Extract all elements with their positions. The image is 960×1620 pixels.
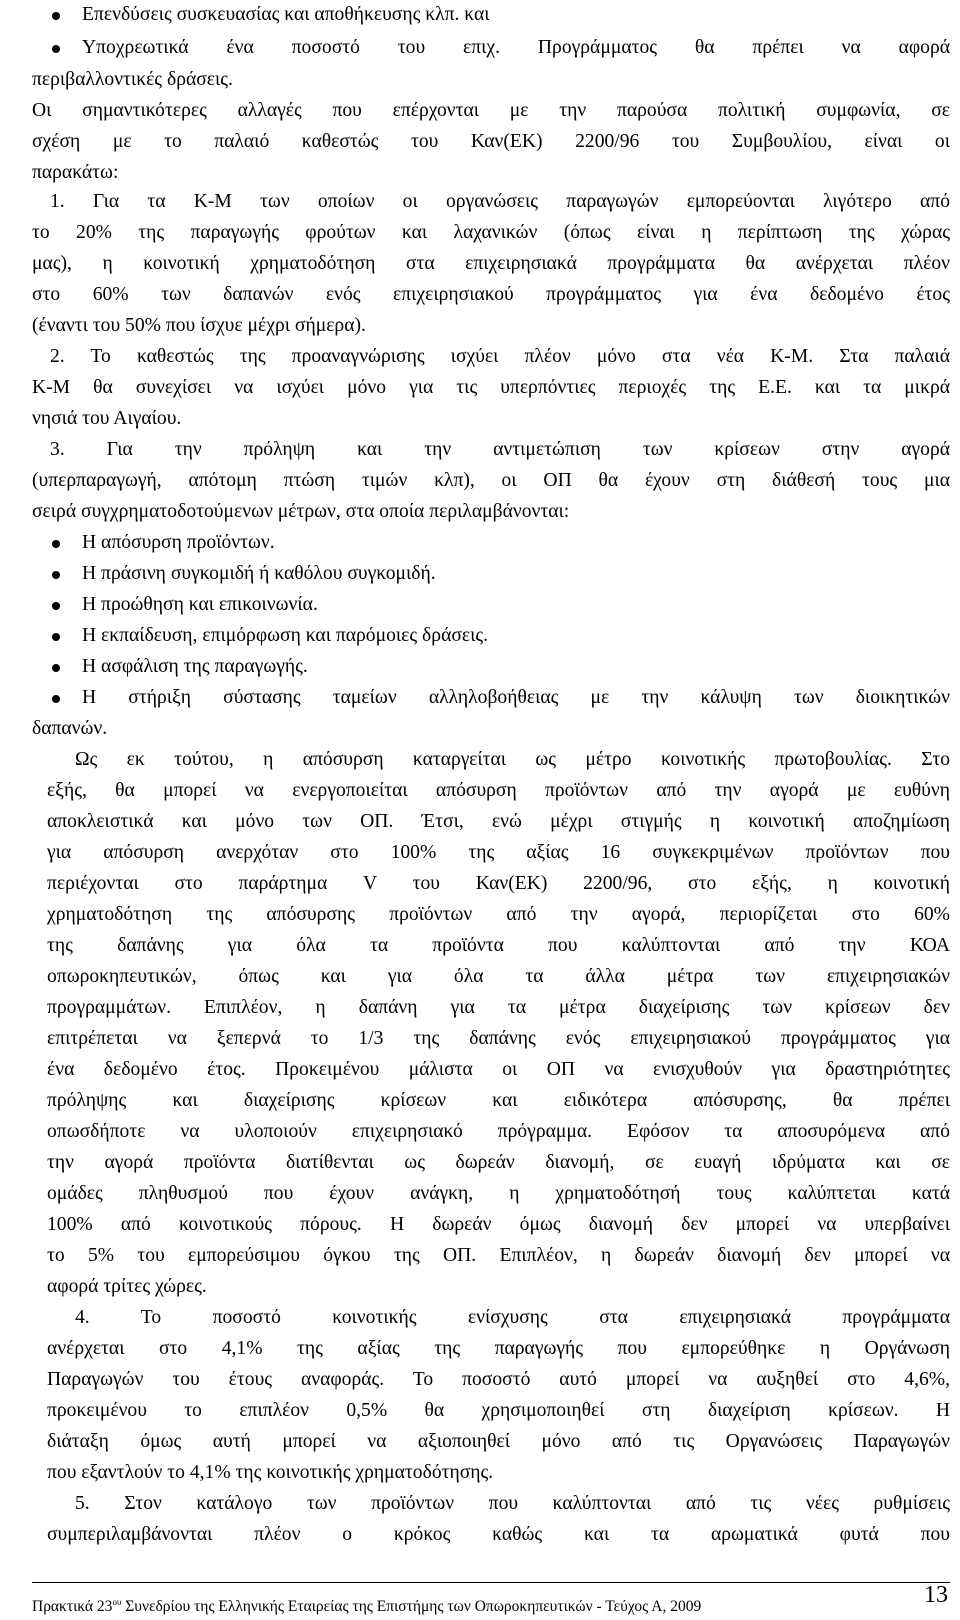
text-line: 4. Το ποσοστό κοινοτικής ενίσχυσης στα επιχειρησιακά προγράμματα — [75, 1307, 950, 1328]
text-line: 100% από κοινοτικούς πόρους. Η δωρεάν όμως διανομή δεν μπορεί να υπερβαίνει — [47, 1214, 950, 1235]
bullet-line: Η πράσινη συγκομιδή ή καθόλου συγκομιδή. — [82, 563, 436, 584]
bullet-line: Η προώθηση και επικοινωνία. — [82, 594, 318, 615]
text-line: επιτρέπεται να ξεπερνά το 1/3 της δαπάνης ενός επιχειρησιακού προγράμματος για — [47, 1028, 950, 1049]
text-line: 5. Στον κατάλογο των προϊόντων που καλύπτονται από τις νέες ρυθμίσεις — [75, 1493, 950, 1514]
text-line: δαπανών. — [32, 718, 108, 739]
bullet-icon — [52, 602, 60, 610]
text-line: μας), η κοινοτική χρηματοδότηση στα επιχειρησιακά προγράμματα θα ανέρχεται πλέον — [32, 253, 950, 274]
text-line: Οι σημαντικότερες αλλαγές που επέρχονται με την παρούσα πολιτική συμφωνία, σε — [32, 100, 950, 121]
text-line: 3. Για την πρόληψη και την αντιμετώπιση των κρίσεων στην αγορά — [50, 439, 950, 460]
text-line: της δαπάνης για όλα τα προϊόντα που καλύπτονται από την ΚΟΑ — [47, 935, 950, 956]
footer-citation-suffix: Συνεδρίου της Ελληνικής Εταιρείας της Επιστήμης των Οπωροκηπευτικών - Τεύχος Α, 2009 — [121, 1598, 702, 1615]
text-line: ομάδες πληθυσμού που έχουν ανάγκη, η χρηματοδότησή τους καλύπτεται κατά — [47, 1183, 950, 1204]
text-line: για απόσυρση ανερχόταν στο 100% της αξίας 16 συγκεκριμένων προϊόντων που — [47, 842, 950, 863]
bullet-icon — [52, 540, 60, 548]
text-line: συμπεριλαμβάνονται πλέον ο κρόκος καθώς και τα αρωματικά φυτά που — [47, 1524, 950, 1545]
text-line: πρόληψης και διαχείρισης κρίσεων και ειδικότερα απόσυρσης, θα πρέπει — [47, 1090, 950, 1111]
text-line: νησιά του Αιγαίου. — [32, 408, 182, 429]
text-line: αποκλειστικά και μόνο των ΟΠ. Έτσι, ενώ μέχρι στιγμής η κοινοτική αποζημίωση — [47, 811, 950, 832]
bullet-icon — [52, 633, 60, 641]
bullet-icon — [52, 571, 60, 579]
text-line: εξής, θα μπορεί να ενεργοποιείται απόσυρση προϊόντων από την αγορά με ευθύνη — [47, 780, 950, 801]
text-line: προκειμένου το επιπλέον 0,5% θα χρησιμοποιηθεί στη διαχείριση κρίσεων. Η — [47, 1400, 950, 1421]
text-line: (υπερπαραγωγή, απότομη πτώση τιμών κλπ), οι ΟΠ θα έχουν στη διάθεσή τους μια — [32, 470, 950, 491]
text-line: Παραγωγών του έτους αναφοράς. Το ποσοστό αυτό μπορεί να αυξηθεί στο 4,6%, — [47, 1369, 950, 1390]
bullet-line: Η στήριξη σύστασης ταμείων αλληλοβοήθειας με την κάλυψη των διοικητικών — [82, 687, 950, 708]
text-line: στο 60% των δαπανών ενός επιχειρησιακού προγράμματος για ένα δεδομένο έτος — [32, 284, 950, 305]
footer-divider — [32, 1582, 950, 1583]
text-line: παρακάτω: — [32, 162, 119, 183]
bullet-icon — [52, 664, 60, 672]
footer-citation-prefix: Πρακτικά 23 — [32, 1598, 113, 1615]
text-line: Ως εκ τούτου, η απόσυρση καταργείται ως μέτρο κοινοτικής πρωτοβουλίας. Στο — [75, 749, 950, 770]
text-line: 2. Το καθεστώς της προαναγνώρισης ισχύει πλέον μόνο στα νέα Κ-Μ. Στα παλαιά — [50, 346, 950, 367]
text-line: που εξαντλούν το 4,1% της κοινοτικής χρηματοδότησης. — [47, 1462, 494, 1483]
text-line: σχέση με το παλαιό καθεστώς του Καν(ΕΚ) 2200/96 του Συμβουλίου, είναι οι — [32, 131, 950, 152]
bullet-line: Υποχρεωτικά ένα ποσοστό του επιχ. Προγράμματος θα πρέπει να αφορά — [82, 37, 950, 58]
text-line: Κ-Μ θα συνεχίσει να ισχύει μόνο για τις υπερπόντιες περιοχές της Ε.Ε. και τα μικρά — [32, 377, 950, 398]
text-line: ανέρχεται στο 4,1% της αξίας της παραγωγής που εμπορεύθηκε η Οργάνωση — [47, 1338, 950, 1359]
text-line: σειρά συγχρηματοδοτούμενων μέτρων, στα οποία περιλαμβάνονται: — [32, 501, 570, 522]
text-line: περιβαλλοντικές δράσεις. — [32, 69, 233, 90]
text-line: οπωσδήποτε να υλοποιούν επιχειρησιακό πρόγραμμα. Εφόσον τα αποσυρόμενα από — [47, 1121, 950, 1142]
text-line: διάταξη όμως αυτή μπορεί να αξιοποιηθεί μόνο από τις Οργανώσεις Παραγωγών — [47, 1431, 950, 1452]
text-line: προγραμμάτων. Επιπλέον, η δαπάνη για τα μέτρα διαχείρισης των κρίσεων δεν — [47, 997, 950, 1018]
text-line: ένα δεδομένο έτος. Προκειμένου μάλιστα οι ΟΠ να ενισχυθούν για δραστηριότητες — [47, 1059, 950, 1080]
text-line: αφορά τρίτες χώρες. — [47, 1276, 207, 1297]
bullet-line: Επενδύσεις συσκευασίας και αποθήκευσης κλπ. και — [82, 4, 490, 25]
text-line: το 20% της παραγωγής φρούτων και λαχανικών (όπως είναι η περίπτωση της χώρας — [32, 222, 950, 243]
text-line: (έναντι του 50% που ίσχυε μέχρι σήμερα). — [32, 315, 366, 336]
bullet-line: Η εκπαίδευση, επιμόρφωση και παρόμοιες δράσεις. — [82, 625, 489, 646]
bullet-line: Η απόσυρση προϊόντων. — [82, 532, 275, 553]
text-line: το 5% του εμπορεύσιμου όγκου της ΟΠ. Επιπλέον, η δωρεάν διανομή δεν μπορεί να — [47, 1245, 950, 1266]
bullet-icon — [52, 695, 60, 703]
text-line: χρηματοδότηση της απόσυρσης προϊόντων από την αγορά, περιορίζεται στο 60% — [47, 904, 950, 925]
bullet-line: Η ασφάλιση της παραγωγής. — [82, 656, 308, 677]
footer-citation — [32, 1590, 701, 1619]
footer-ordinal-suffix: ου — [112, 1597, 122, 1607]
text-line: την αγορά προϊόντα διατίθενται ως δωρεάν διανομή, σε ευαγή ιδρύματα και σε — [47, 1152, 950, 1173]
page-number: 13 — [924, 1582, 948, 1608]
text-line: περιέχονται στο παράρτημα V του Καν(ΕΚ) 2200/96, στο εξής, η κοινοτική — [47, 873, 950, 894]
text-line: οπωροκηπευτικών, όπως και για όλα τα άλλα μέτρα των επιχειρησιακών — [47, 966, 950, 987]
bullet-icon — [52, 12, 60, 20]
bullet-icon — [52, 45, 60, 53]
text-line: 1. Για τα Κ-Μ των οποίων οι οργανώσεις παραγωγών εμπορεύονται λιγότερο από — [50, 191, 950, 212]
